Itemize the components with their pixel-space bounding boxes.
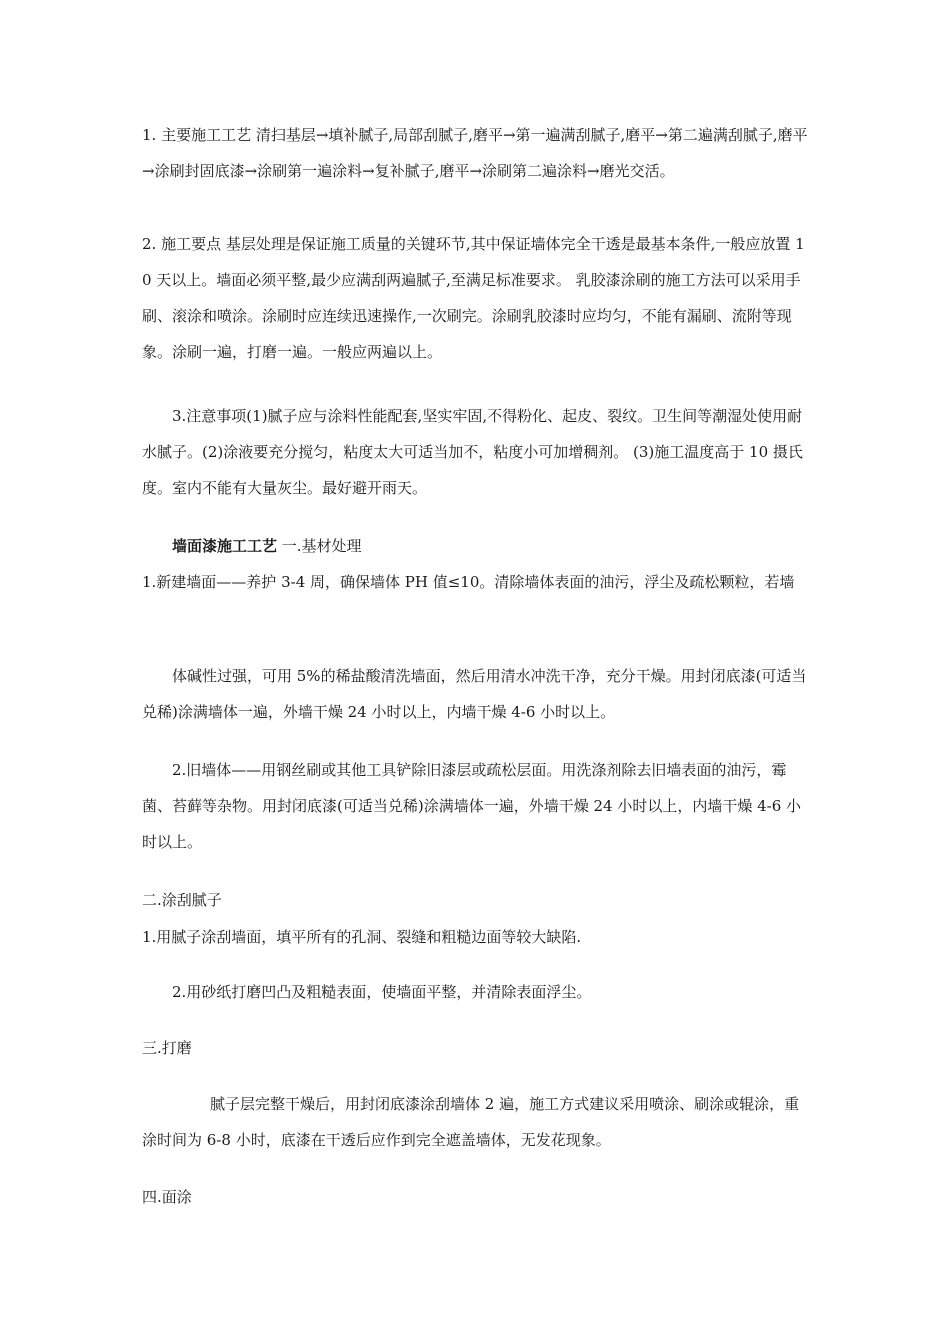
paragraph-main-process: 1. 主要施工工艺 清扫基层→填补腻子,局部刮腻子,磨平→第一遍满刮腻子,磨平→第二遍满刮腻子,磨平→涂刷封固底漆→涂刷第一遍涂料→复补腻子,磨平→涂刷第二遍涂料→磨光交活。 [142,126,808,180]
section-title-bold: 墙面漆施工工艺 [172,537,278,555]
paragraph-old-wall: 2.旧墙体——用钢丝刷或其他工具铲除旧漆层或疏松层面。用洗涤剂除去旧墙表面的油污，霉菌、苔藓等杂物。用封闭底漆(可适当兑稀)涂满墙体一遍，外墙干燥 24 小时以上，内墙干燥 4-6 小时以上。 [142,761,802,851]
paragraph-sanding: 腻子层完整干燥后，用封闭底漆涂刮墙体 2 遍，施工方式建议采用喷涂、刷涂或辊涂，重涂时间为 6-8 小时，底漆在干透后应作到完全遮盖墙体，无发花现象。 [142,1095,800,1149]
paragraph-precautions: 3.注意事项(1)腻子应与涂料性能配套,坚实牢固,不得粉化、起皮、裂纹。卫生间等潮湿处使用耐水腻子。(2)涂液要充分搅匀，粘度太大可适当加不，粘度小可加增稠剂。 (3)施工温度高于 10 摄氏度。室内不能有大量灰尘。最好避开雨天。 [142,407,803,497]
paragraph-construction-points: 2. 施工要点 基层处理是保证施工质量的关键环节,其中保证墙体完全干透是最基本条件,一般应放置 10 天以上。墙面必须平整,最少应满刮两遍腻子,至满足标准要求。 乳胶漆涂刷的施工方法可以采用手刷、滚涂和喷涂。涂刷时应连续迅速操作,一次刷完。涂刷乳胶漆时应均匀，不能有漏刷、流附等现象。涂刷一遍，打磨一遍。一般应两遍以上。 [142,235,805,361]
paragraph-putty-2: 2.用砂纸打磨凹凸及粗糙表面，使墙面平整，并清除表面浮尘。 [172,983,592,1001]
heading-putty: 二.涂刮腻子 [142,891,222,909]
paragraph-alkalinity: 体碱性过强，可用 5%的稀盐酸清洗墙面，然后用清水冲洗干净，充分干燥。用封闭底漆(可适当兑稀)涂满墙体一遍，外墙干燥 24 小时以上，内墙干燥 4-6 小时以上。 [142,667,807,721]
section-title [142,528,810,564]
heading-topcoat: 四.面涂 [142,1188,192,1206]
paragraph-new-wall: 1.新建墙面——养护 3-4 周，确保墙体 PH 值≤10。清除墙体表面的油污，浮尘及疏松颗粒，若墙 [142,573,795,591]
section-title-rest: 一.基材处理 [277,537,362,555]
heading-sanding: 三.打磨 [142,1039,192,1057]
paragraph-putty-1: 1.用腻子涂刮墙面，填平所有的孔洞、裂缝和粗糙边面等较大缺陷. [142,928,582,946]
